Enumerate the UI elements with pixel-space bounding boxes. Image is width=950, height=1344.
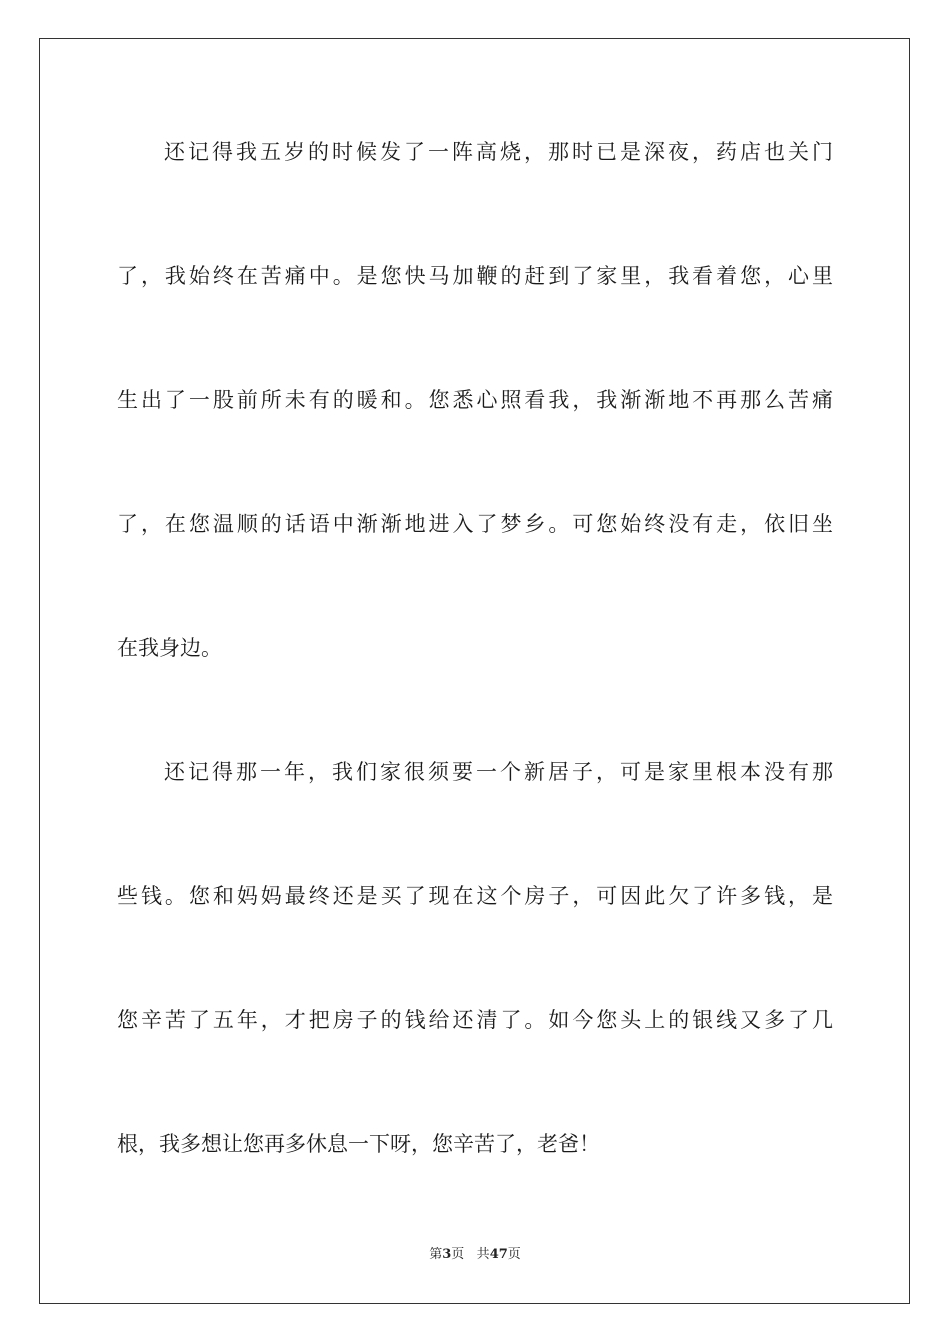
footer-total-prefix: 共 (476, 1247, 490, 1262)
total-pages: 47 (489, 1247, 508, 1262)
text-line: 了，我始终在苦痛中。是您快马加鞭的赶到了家里，我看着您，心里 (117, 264, 833, 288)
footer-prefix: 第 (429, 1247, 443, 1262)
page-number: 3 (442, 1247, 452, 1262)
page-border (39, 38, 910, 1304)
text-line: 些钱。您和妈妈最终还是买了现在这个房子，可因此欠了许多钱，是 (117, 884, 833, 908)
text-line: 了，在您温顺的话语中渐渐地进入了梦乡。可您始终没有走，依旧坐 (117, 512, 833, 536)
text-line: 您辛苦了五年，才把房子的钱给还清了。如今您头上的银线又多了几 (117, 1008, 833, 1032)
text-line: 还记得我五岁的时候发了一阵高烧，那时已是深夜，药店也关门 (164, 140, 833, 164)
text-line: 生出了一股前所未有的暖和。您悉心照看我，我渐渐地不再那么苦痛 (117, 388, 833, 412)
text-line: 还记得那一年，我们家很须要一个新居子，可是家里根本没有那 (164, 760, 833, 784)
text-line: 在我身边。 (117, 636, 222, 660)
footer-total-suffix: 页 (507, 1247, 521, 1262)
page-footer (0, 1246, 950, 1264)
text-line: 根，我多想让您再多休息一下呀，您辛苦了，老爸！ (117, 1132, 600, 1156)
footer-page-suffix: 页 (451, 1247, 465, 1262)
